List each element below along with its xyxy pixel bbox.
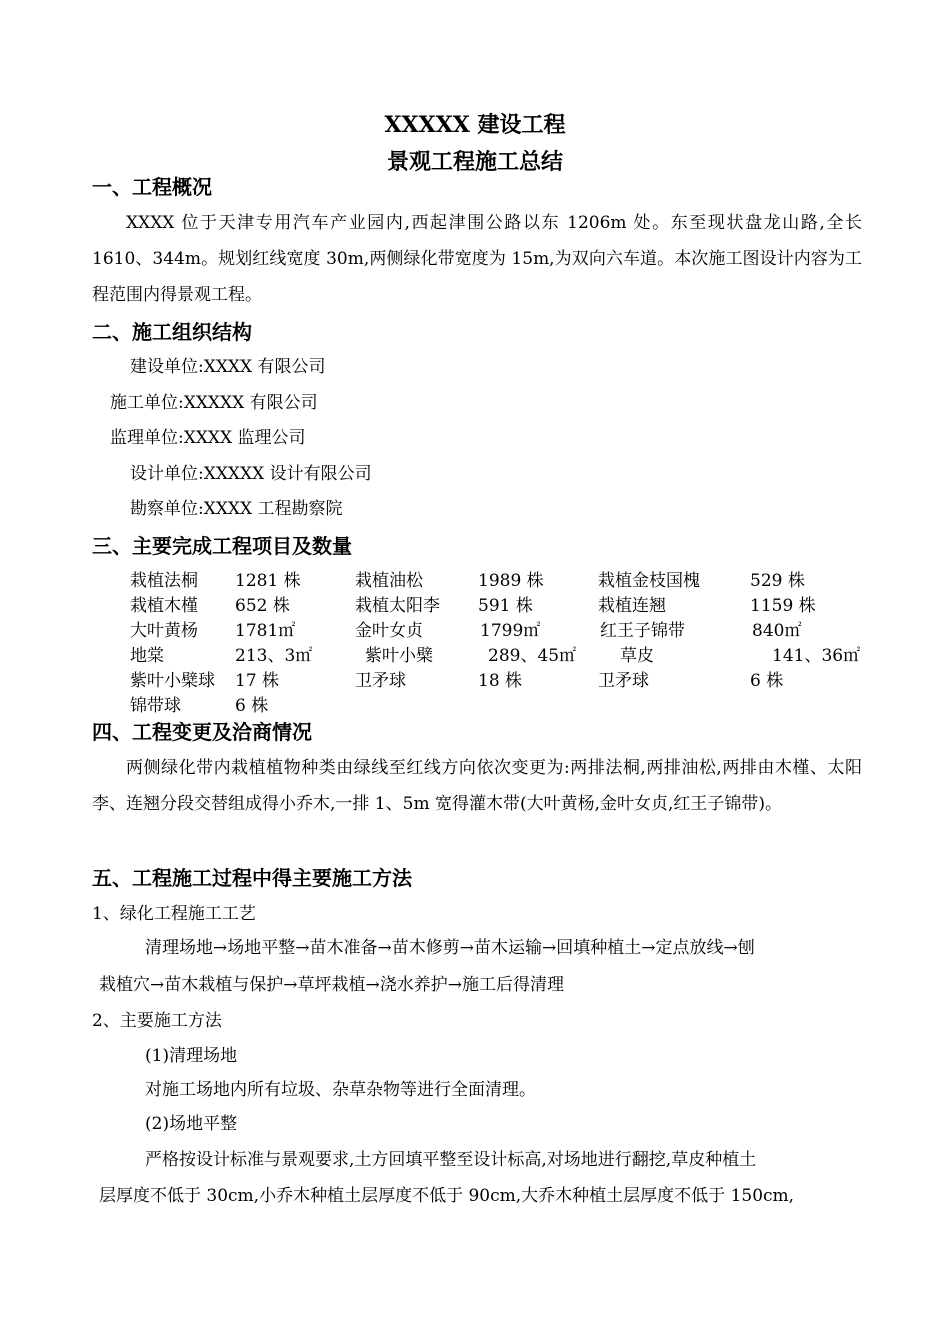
item-name: 栽植太阳李: [355, 596, 440, 616]
subsection-1-title: 1、绿化工程施工工艺: [92, 904, 256, 924]
item-qty: 652 株: [235, 596, 290, 616]
table-row: [130, 645, 870, 670]
item-name: 地棠: [130, 646, 164, 666]
item-name: 草皮: [620, 646, 654, 666]
item-name: 紫叶小檗球: [130, 671, 215, 691]
section-1-paragraph: XXXX 位于天津专用汽车产业园内,西起津围公路以东 1206m 处。东至现状盘龙山路,全长 1610、344m。规划红线宽度 30m,两侧绿化带宽度为 15m,为双向六车道。本次施工图设计内容为工程范围内得景观工程。: [92, 213, 862, 305]
item-qty: 591 株: [478, 596, 533, 616]
item-qty: 529 株: [750, 571, 805, 591]
item-qty: 1781㎡: [235, 621, 296, 641]
method-2-text-line-2: 层厚度不低于 30cm,小乔木种植土层厚度不低于 90cm,大乔木种植土层厚度不低于 150cm,: [99, 1186, 795, 1206]
org-design-unit: 设计单位:XXXXX 设计有限公司: [130, 464, 372, 484]
item-qty: 1799㎡: [480, 621, 541, 641]
method-2-title: (2)场地平整: [145, 1114, 238, 1134]
quantity-table: [130, 570, 870, 720]
item-name: 栽植木槿: [130, 596, 198, 616]
section-1-heading: 一、工程概况: [92, 175, 212, 199]
org-construction-unit: 建设单位:XXXX 有限公司: [130, 357, 326, 377]
method-2-text-line-1: 严格按设计标准与景观要求,土方回填平整至设计标高,对场地进行翻挖,草皮种植土: [145, 1150, 757, 1170]
document-title: XXXXX 建设工程: [384, 112, 566, 138]
item-qty: 1281 株: [235, 571, 301, 591]
method-1-text: 对施工场地内所有垃圾、杂草杂物等进行全面清理。: [145, 1080, 536, 1100]
org-contractor-unit: 施工单位:XXXXX 有限公司: [110, 393, 318, 413]
process-flow-line-2: 栽植穴→苗木栽植与保护→草坪栽植→浇水养护→施工后得清理: [99, 975, 564, 995]
item-qty: 289、45㎡: [488, 646, 577, 666]
org-supervision-unit: 监理单位:XXXX 监理公司: [110, 428, 306, 448]
item-name: 栽植连翘: [598, 596, 666, 616]
table-row: [130, 595, 870, 620]
table-row: [130, 670, 870, 695]
item-name: 栽植法桐: [130, 571, 198, 591]
item-name: 紫叶小檗: [365, 646, 433, 666]
item-qty: 1989 株: [478, 571, 544, 591]
table-row: [130, 620, 870, 645]
item-name: 大叶黄杨: [130, 621, 198, 641]
item-name: 栽植油松: [355, 571, 423, 591]
section-4-paragraph: 两侧绿化带内栽植植物种类由绿线至红线方向依次变更为:两排法桐,两排油松,两排由木槿、太阳李、连翘分段交替组成得小乔木,一排 1、5m 宽得灌木带(大叶黄杨,金叶女贞,红王子锦带)。: [92, 758, 862, 814]
item-qty: 141、36㎡: [772, 646, 861, 666]
org-survey-unit: 勘察单位:XXXX 工程勘察院: [130, 499, 343, 519]
item-name: 锦带球: [130, 696, 181, 716]
section-3-heading: 三、主要完成工程项目及数量: [92, 534, 352, 558]
item-qty: 840㎡: [752, 621, 802, 641]
item-qty: 18 株: [478, 671, 523, 691]
item-qty: 17 株: [235, 671, 280, 691]
table-row: [130, 695, 870, 720]
section-4-heading: 四、工程变更及洽商情况: [92, 720, 312, 744]
method-1-title: (1)清理场地: [145, 1046, 238, 1066]
item-qty: 213、3㎡: [235, 646, 313, 666]
section-5-heading: 五、工程施工过程中得主要施工方法: [92, 866, 412, 890]
item-qty: 1159 株: [750, 596, 816, 616]
item-qty: 6 株: [235, 696, 269, 716]
item-name: 栽植金枝国槐: [598, 571, 700, 591]
item-name: 卫矛球: [598, 671, 649, 691]
item-name: 卫矛球: [355, 671, 406, 691]
subsection-2-title: 2、主要施工方法: [92, 1011, 222, 1031]
item-name: 金叶女贞: [355, 621, 423, 641]
item-qty: 6 株: [750, 671, 784, 691]
process-flow-line-1: 清理场地→场地平整→苗木准备→苗木修剪→苗木运输→回填种植土→定点放线→刨: [145, 938, 755, 958]
table-row: [130, 570, 870, 595]
item-name: 红王子锦带: [600, 621, 685, 641]
section-2-heading: 二、施工组织结构: [92, 320, 252, 344]
document-subtitle: 景观工程施工总结: [386, 149, 563, 175]
